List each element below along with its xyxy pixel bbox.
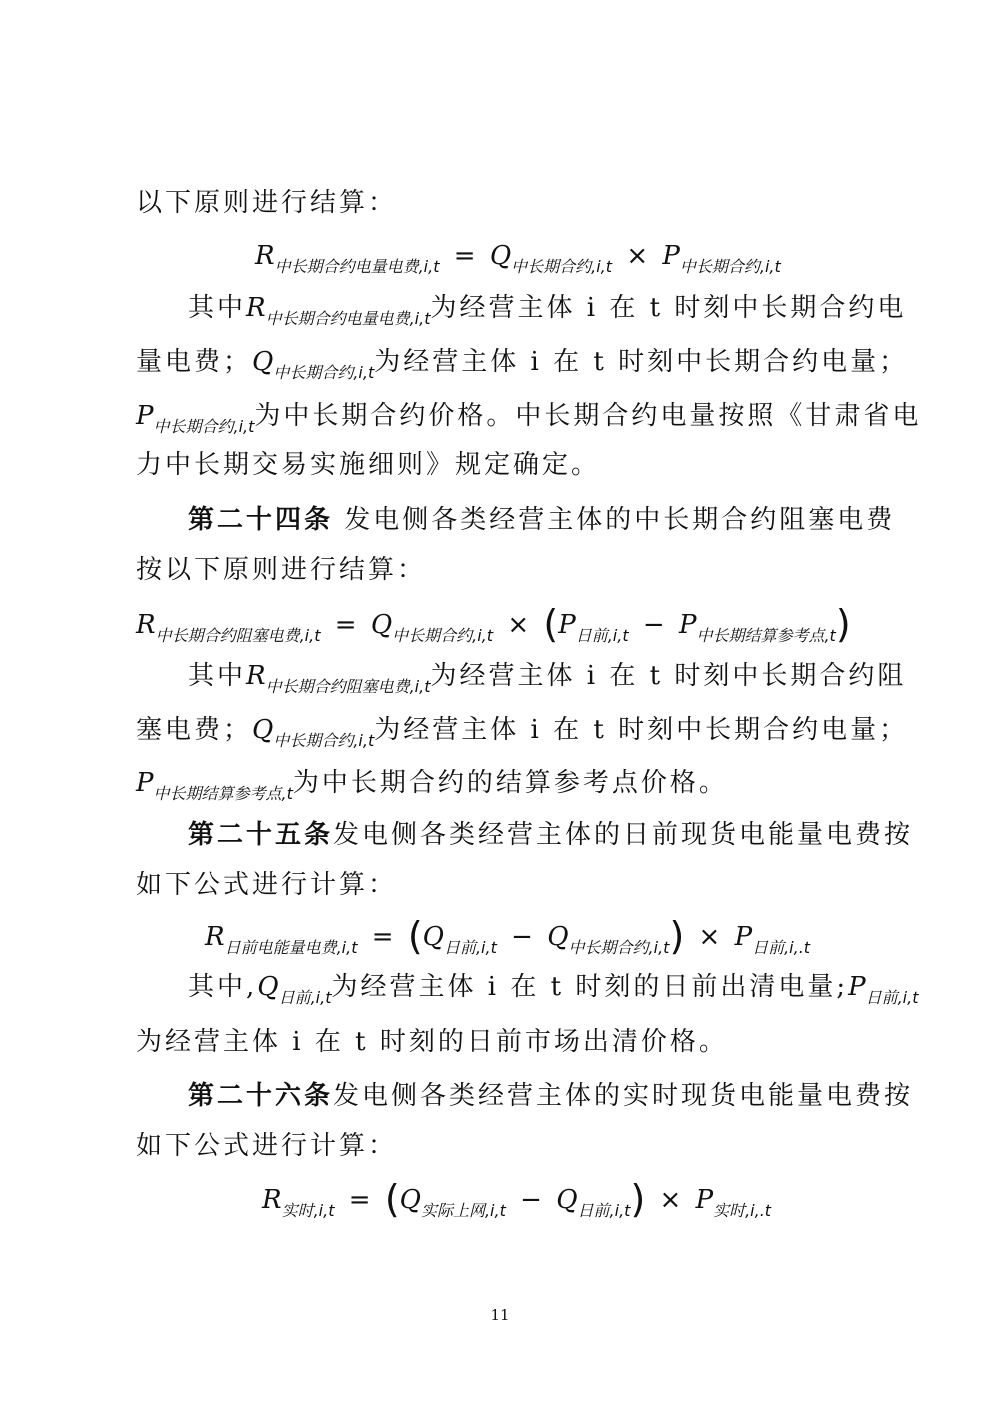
symbol-p: P [848, 972, 866, 1002]
subscript: 中长期合约,i,t [511, 257, 613, 276]
text-line [136, 763, 876, 814]
article-title: 第二十六条 [188, 1081, 334, 1111]
line-text: 为经营主体 i 在 t 时刻中长期合约电 [430, 293, 907, 323]
subscript: 中长期合约阻塞电费,i,t [265, 677, 431, 696]
subscript: 中长期合约,i,t [273, 731, 375, 750]
subscript: 实际上网,i,t [420, 1201, 506, 1220]
line-text: 为经营主体 i 在 t 时刻的日前市场出清价格。 [136, 1027, 728, 1057]
line-text: 力中长期交易实施细则》规定确定。 [136, 450, 601, 480]
symbol-p: P [662, 241, 680, 271]
symbol-r: R [205, 922, 225, 952]
symbol-q: Q [252, 715, 274, 745]
left-paren: ( [384, 1177, 400, 1221]
symbol-r: R [246, 661, 266, 691]
line-text: 量电费； [136, 347, 253, 377]
subscript: 日前电能量电费,i,t [224, 938, 358, 957]
text-line [136, 183, 876, 223]
right-paren: ) [669, 914, 685, 958]
subscript: 中长期结算参考点,t [696, 626, 836, 645]
symbol-r: R [255, 241, 275, 271]
equals-sign: = [334, 610, 357, 640]
minus-sign: − [642, 610, 665, 640]
symbol-r: R [246, 293, 266, 323]
subscript: 实时,i,.t [713, 1201, 772, 1220]
subscript: 日前,i,t [278, 988, 332, 1007]
text-line [188, 288, 907, 339]
text-line [136, 550, 876, 590]
symbol-p: P [136, 401, 154, 431]
equals-sign: = [453, 241, 476, 271]
subscript: 中长期合约,i,t [568, 938, 670, 957]
line-text: 发电侧各类经营主体的日前现货电能量电费按 [333, 820, 914, 850]
article-title: 第二十五条 [188, 820, 334, 850]
line-text: 为中长期合约的结算参考点价格。 [292, 768, 728, 798]
line-text: 按以下原则进行结算： [136, 555, 427, 585]
right-paren: ) [630, 1177, 646, 1221]
equals-sign: = [371, 922, 394, 952]
minus-sign: − [520, 1185, 542, 1215]
line-text: 为中长期合约价格。中长期合约电量按照《甘肃省电 [254, 401, 922, 431]
minus-sign: − [511, 922, 533, 952]
subscript: 中长期结算参考点,t [153, 784, 293, 803]
subscript: 中长期合约电量电费,i,t [274, 257, 440, 276]
symbol-q: Q [422, 922, 444, 952]
symbol-p: P [678, 610, 697, 640]
symbol-p: P [136, 768, 154, 798]
subscript: 日前,i,.t [752, 938, 811, 957]
symbol-q: Q [547, 922, 569, 952]
subscript: 中长期合约,i,t [679, 257, 781, 276]
page-number: 11 [490, 1306, 510, 1324]
times-sign: × [659, 1185, 682, 1215]
symbol-r: R [262, 1185, 282, 1215]
left-paren: ( [407, 914, 423, 958]
equals-sign: = [348, 1185, 371, 1215]
symbol-q: Q [556, 1185, 578, 1215]
times-sign: × [698, 922, 721, 952]
text-line [136, 1126, 876, 1166]
formula-realtime-energy-fee [262, 1177, 772, 1231]
symbol-q: Q [399, 1185, 421, 1215]
times-sign: × [507, 610, 530, 640]
right-paren: ) [835, 602, 851, 646]
line-text: 发电侧各类经营主体的中长期合约阻塞电费 [333, 505, 896, 535]
line-text: 为经营主体 i 在 t 时刻中长期合约电量； [374, 347, 909, 377]
line-text: 为经营主体 i 在 t 时刻的日前出清电量; [331, 972, 849, 1002]
formula-mid-congestion-fee [136, 602, 851, 656]
times-sign: × [626, 241, 649, 271]
symbol-p: P [734, 922, 753, 952]
line-text: 发电侧各类经营主体的实时现货电能量电费按 [333, 1081, 914, 1111]
formula-day-ahead-energy-fee [205, 914, 811, 968]
text-line [188, 967, 919, 1018]
text-line [136, 865, 876, 905]
subscript: 中长期合约,i,t [153, 417, 255, 436]
subscript: 中长期合约电量电费,i,t [265, 309, 431, 328]
symbol-q: Q [252, 347, 274, 377]
subscript: 日前,i,t [865, 988, 919, 1007]
text-line [136, 445, 876, 485]
text-line [136, 710, 909, 761]
text-line [136, 396, 922, 447]
symbol-r: R [136, 610, 156, 640]
line-text: 其中 [188, 661, 247, 691]
symbol-q: Q [257, 972, 279, 1002]
subscript: 中长期合约阻塞电费,i,t [155, 626, 321, 645]
subscript: 日前,i,t [575, 626, 629, 645]
line-text: 如下公式进行计算： [136, 1131, 398, 1161]
subscript: 日前,i,t [443, 938, 497, 957]
line-text: 其中 [188, 293, 247, 323]
left-paren: ( [543, 602, 559, 646]
line-text: 其中, [188, 972, 258, 1002]
text-line [188, 656, 907, 707]
text-line [136, 342, 909, 393]
formula-mid-energy-fee [255, 236, 781, 287]
subscript: 实时,i,t [281, 1201, 335, 1220]
line-text: 塞电费； [136, 715, 253, 745]
symbol-p: P [558, 610, 576, 640]
subscript: 日前,i,t [577, 1201, 631, 1220]
symbol-p: P [695, 1185, 714, 1215]
article-24-heading-line [188, 500, 896, 540]
line-text: 为经营主体 i 在 t 时刻中长期合约阻 [430, 661, 907, 691]
subscript: 中长期合约,i,t [273, 363, 375, 382]
text-line [136, 1022, 876, 1062]
symbol-q: Q [370, 610, 393, 640]
article-25-heading-line [188, 815, 914, 855]
subscript: 中长期合约,i,t [392, 626, 494, 645]
line-text: 以下原则进行结算： [136, 188, 398, 218]
article-title: 第二十四条 [188, 505, 334, 535]
line-text: 为经营主体 i 在 t 时刻中长期合约电量； [374, 715, 909, 745]
article-26-heading-line [188, 1076, 914, 1116]
line-text: 如下公式进行计算： [136, 870, 398, 900]
symbol-q: Q [489, 241, 512, 271]
